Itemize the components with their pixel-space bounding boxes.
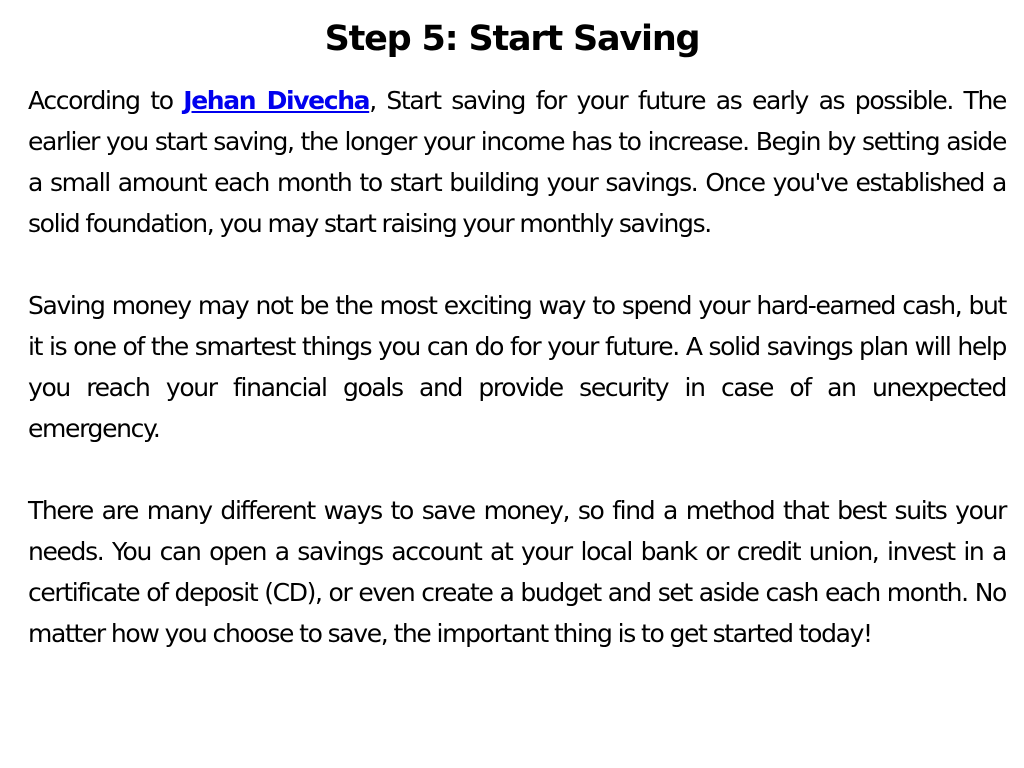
paragraph-2: Saving money may not be the most exciting way to spend your hard-earned cash, but it is one of the smartest things you can do for your future. A solid savings plan will help you reach your financial goals and provide security in case of an unexpected emergency. (28, 291, 1006, 443)
paragraph-1-text: , Start saving for your future as early as possible. The earlier you start saving, the longer your income has to increase. Begin by setting aside a small amount each month to start building your savings. Once you've established a solid foundation, you may start raising your monthly savings. (28, 86, 1007, 238)
paragraph-3: There are many different ways to save money, so find a method that best suits your needs. You can open a savings account at your local bank or credit union, invest in a certificate of deposit (CD), or even create a budget and set aside cash each month. No matter how you choose to save, the important thing is to get started today! (28, 496, 1006, 648)
slide-body (28, 80, 1006, 654)
paragraph-1 (28, 80, 1006, 244)
author-link[interactable]: Jehan Divecha (183, 86, 370, 115)
slide-title: Step 5: Start Saving (324, 19, 700, 59)
paragraph-1-intro: According to (28, 86, 184, 115)
